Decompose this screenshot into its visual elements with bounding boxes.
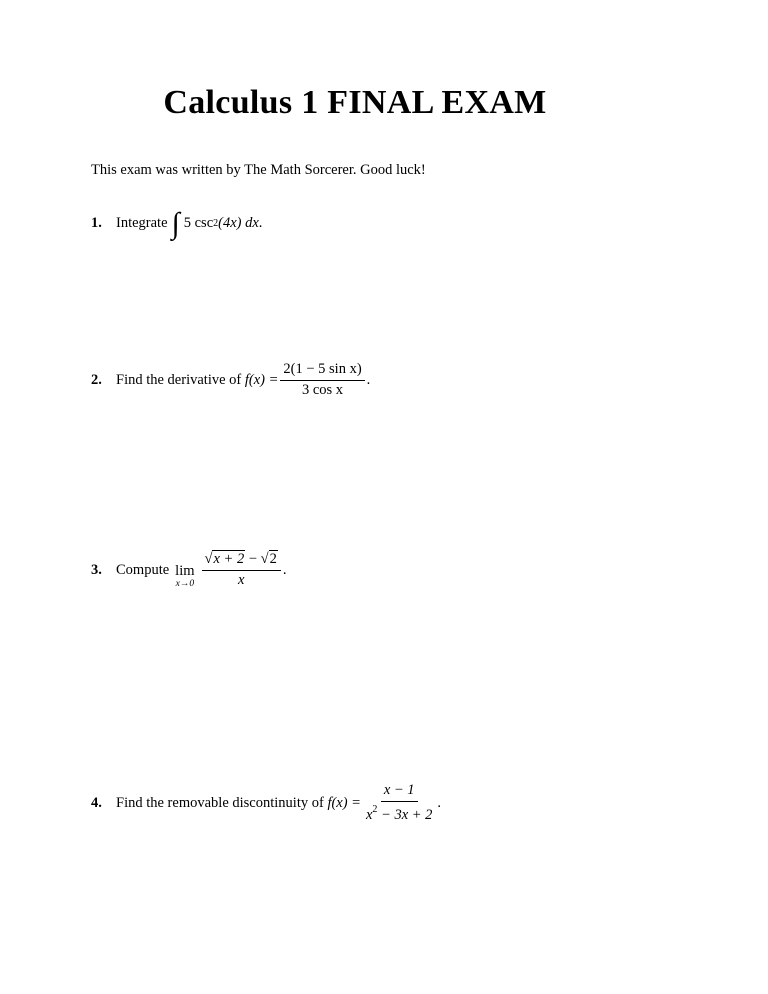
math-diff: dx [245, 214, 259, 231]
question-number: 1. [91, 214, 102, 231]
question-number: 3. [91, 561, 102, 578]
fraction-numerator: x − 1 [381, 783, 418, 802]
question-number: 2. [91, 371, 102, 388]
math-coef: 5 [183, 214, 191, 231]
question-prompt: Integrate [116, 214, 168, 231]
question-prompt: Find the removable discontinuity of [116, 794, 324, 811]
exam-intro: This exam was written by The Math Sorcerer. Good luck! [91, 162, 426, 178]
fraction-numerator [202, 552, 281, 571]
math-end: . [366, 371, 371, 388]
den-power: 2 [372, 803, 378, 815]
fraction [202, 552, 281, 589]
question-prompt: Compute [116, 561, 170, 578]
math-end: . [258, 214, 263, 231]
question-prompt: Find the derivative of [116, 371, 242, 388]
question-4 [91, 783, 441, 824]
fraction-denominator: x [237, 571, 245, 588]
sqrt-arg-2: 2 [269, 551, 277, 567]
math-minus: − [248, 551, 258, 567]
math-end: . [437, 794, 442, 811]
math-arg: (4x) [218, 214, 242, 231]
math-func: csc [194, 214, 214, 231]
fraction-denominator [363, 802, 435, 824]
exam-title: Calculus 1 FINAL EXAM [163, 84, 547, 121]
fraction-numerator: 2(1 − 5 sin x) [280, 362, 364, 381]
limit-operator [175, 563, 194, 590]
sqrt-icon: √ [260, 551, 269, 567]
fraction [280, 362, 364, 399]
sqrt-icon: √ [204, 551, 213, 567]
integral-sign: ∫ [171, 207, 180, 240]
den-base: x [365, 806, 373, 823]
question-number: 4. [91, 794, 102, 811]
sqrt-arg-1: x + 2 [213, 551, 245, 567]
question-1 [91, 208, 262, 238]
math-lhs: f(x) = [244, 371, 279, 388]
question-3 [91, 552, 287, 589]
lim-label: lim [175, 563, 195, 580]
fraction [363, 783, 435, 824]
question-2 [91, 362, 370, 399]
den-rest: − 3x + 2 [377, 806, 433, 823]
math-end: . [282, 561, 287, 578]
math-power: 2 [213, 217, 219, 229]
fraction-denominator: 3 cos x [301, 381, 344, 398]
math-lhs: f(x) = [327, 794, 361, 811]
lim-subscript: x→0 [175, 579, 195, 590]
